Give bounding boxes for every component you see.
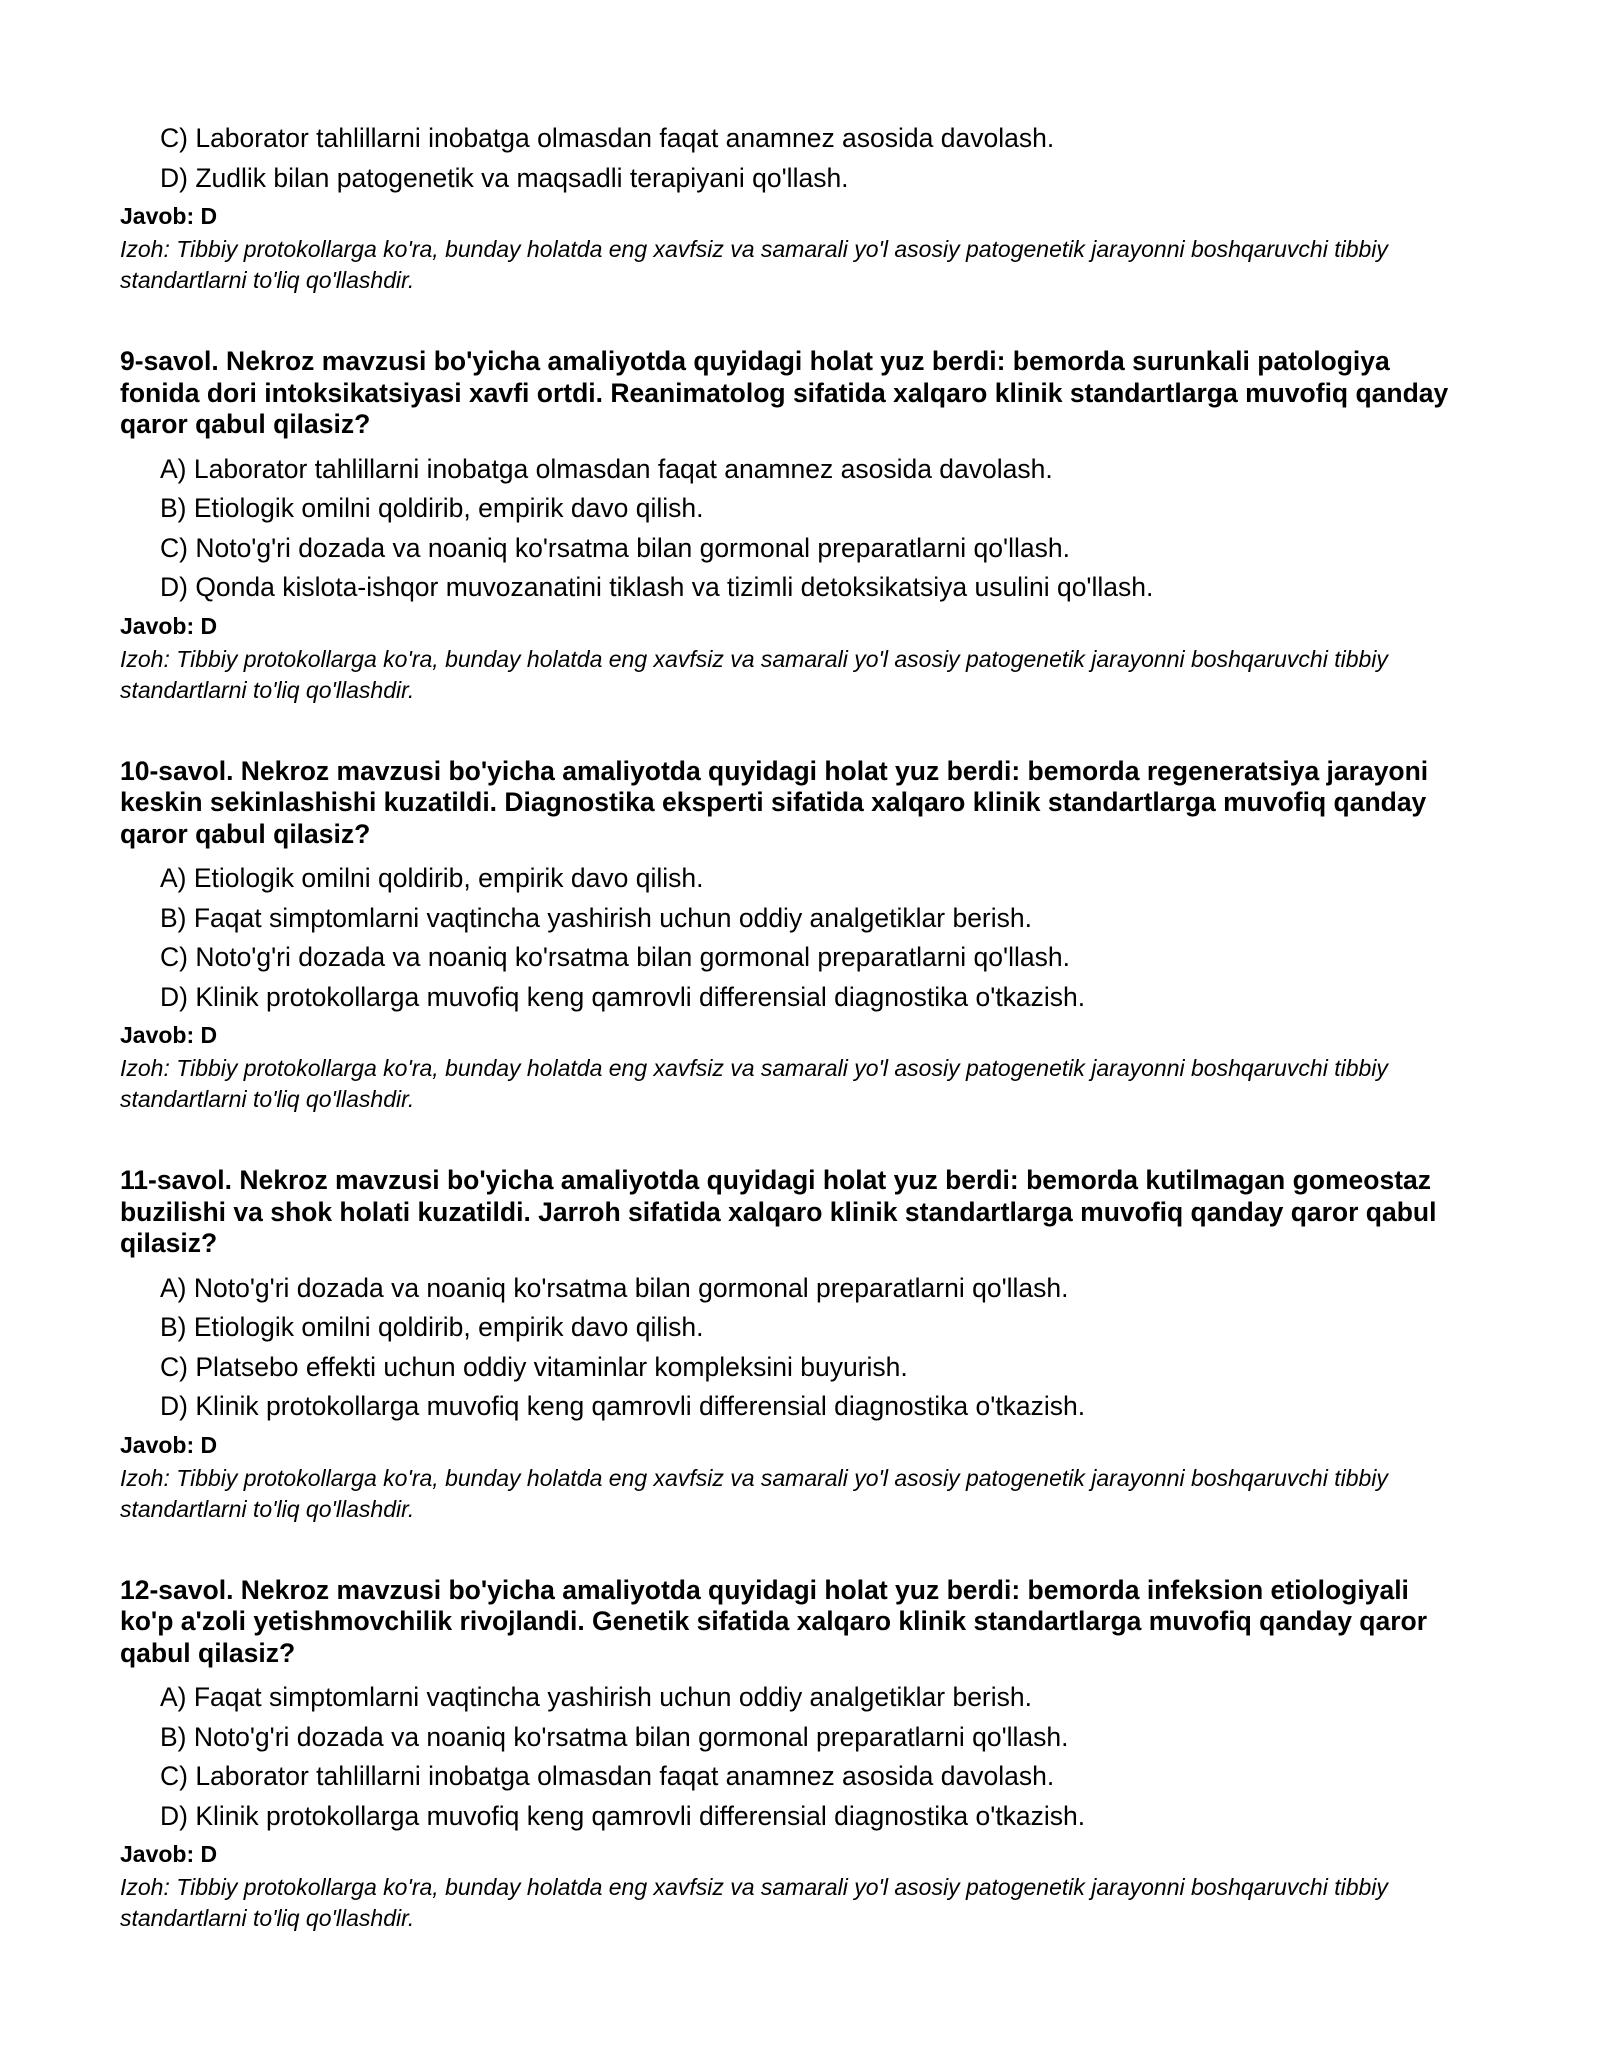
question-9	[120, 346, 1450, 706]
option-b: B) Etiologik omilni qoldirib, empirik davo qilish.	[160, 493, 704, 523]
option-a: A) Noto'g'ri dozada va noaniq ko'rsatma bilan gormonal preparatlarni qo'llash.	[160, 1272, 1069, 1303]
option-c: C) Laborator tahlillarni inobatga olmasdan faqat anamnez asosida davolash.	[160, 1761, 1055, 1791]
option-d: D) Klinik protokollarga muvofiq keng qamrovli differensial diagnostika o'tkazish.	[160, 1391, 1086, 1421]
explanation-note: Izoh: Tibbiy protokollarga ko'ra, bunday holatda eng xavfsiz va samarali yo'l asosiy patogenetik jarayonni boshqaruvchi tibbiy standartlarni to'liq qo'llashdir.	[120, 236, 1388, 293]
option-d: D) Klinik protokollarga muvofiq keng qamrovli differensial diagnostika o'tkazish.	[160, 1800, 1086, 1831]
option-a: A) Etiologik omilni qoldirib, empirik davo qilish.	[160, 863, 704, 893]
question-10	[120, 756, 1450, 1116]
option-b: B) Faqat simptomlarni vaqtincha yashirish uchun oddiy analgetiklar berish.	[160, 902, 1032, 933]
option-d: D) Qonda kislota-ishqor muvozanatini tiklash va tizimli detoksikatsiya usulini qo'llash.	[160, 572, 1154, 602]
option-a: A) Faqat simptomlarni vaqtincha yashirish uchun oddiy analgetiklar berish.	[160, 1682, 1032, 1712]
answer-label: Javob: D	[120, 1431, 218, 1458]
question-title: 12-savol. Nekroz mavzusi bo'yicha amaliyotda quyidagi holat yuz berdi: bemorda infeksion etiologiyali ko'p a'zoli yetishmovchilik rivojlandi. Genetik sifatida xalqaro klinik standartlarga muvofiq qanday qaror qabul qilasiz?	[120, 1574, 1428, 1668]
option-a: A) Laborator tahlillarni inobatga olmasdan faqat anamnez asosida davolash.	[160, 453, 1053, 484]
question-title: 11-savol. Nekroz mavzusi bo'yicha amaliyotda quyidagi holat yuz berdi: bemorda kutilmagan gomeostaz buzilishi va shok holati kuzatildi. Jarroh sifatida xalqaro klinik standartlarga muvofiq qanday qaror qabul qilasiz?	[120, 1165, 1437, 1258]
option-b: B) Etiologik omilni qoldirib, empirik davo qilish.	[160, 1312, 704, 1342]
option-d: D) Zudlik bilan patogenetik va maqsadli terapiyani qo'llash.	[160, 162, 849, 193]
question-title: 10-savol. Nekroz mavzusi bo'yicha amaliyotda quyidagi holat yuz berdi: bemorda regeneratsiya jarayoni keskin sekinlashishi kuzatildi. Diagnostika eksperti sifatida xalqaro klinik standartlarga muvofiq qanday qaror qabul qilasiz?	[120, 755, 1429, 849]
option-c: C) Noto'g'ri dozada va noaniq ko'rsatma bilan gormonal preparatlarni qo'llash.	[160, 942, 1070, 972]
question-8-continued	[120, 119, 1450, 296]
explanation-note: Izoh: Tibbiy protokollarga ko'ra, bunday holatda eng xavfsiz va samarali yo'l asosiy patogenetik jarayonni boshqaruvchi tibbiy standartlarni to'liq qo'llashdir.	[120, 1874, 1388, 1931]
answer-label: Javob: D	[120, 203, 218, 229]
question-12	[120, 1575, 1450, 1935]
option-d: D) Klinik protokollarga muvofiq keng qamrovli differensial diagnostika o'tkazish.	[160, 981, 1086, 1012]
option-c: C) Platsebo effekti uchun oddiy vitaminlar kompleksini buyurish.	[160, 1351, 908, 1382]
option-c: C) Laborator tahlillarni inobatga olmasdan faqat anamnez asosida davolash.	[160, 123, 1055, 153]
answer-label: Javob: D	[120, 612, 218, 639]
option-b: B) Noto'g'ri dozada va noaniq ko'rsatma bilan gormonal preparatlarni qo'llash.	[160, 1721, 1069, 1752]
question-11	[120, 1165, 1450, 1525]
question-title: 9-savol. Nekroz mavzusi bo'yicha amaliyotda quyidagi holat yuz berdi: bemorda surunkali patologiya fonida dori intoksikatsiyasi xavfi ortdi. Reanimatolog sifatida xalqaro klinik standartlarga muvofiq qanday qaror qabul qilasiz?	[120, 346, 1449, 439]
explanation-note: Izoh: Tibbiy protokollarga ko'ra, bunday holatda eng xavfsiz va samarali yo'l asosiy patogenetik jarayonni boshqaruvchi tibbiy standartlarni to'liq qo'llashdir.	[120, 1464, 1388, 1522]
answer-label: Javob: D	[120, 1022, 218, 1048]
answer-label: Javob: D	[120, 1841, 218, 1867]
option-c: C) Noto'g'ri dozada va noaniq ko'rsatma bilan gormonal preparatlarni qo'llash.	[160, 532, 1070, 563]
explanation-note: Izoh: Tibbiy protokollarga ko'ra, bunday holatda eng xavfsiz va samarali yo'l asosiy patogenetik jarayonni boshqaruvchi tibbiy standartlarni to'liq qo'llashdir.	[120, 645, 1388, 703]
explanation-note: Izoh: Tibbiy protokollarga ko'ra, bunday holatda eng xavfsiz va samarali yo'l asosiy patogenetik jarayonni boshqaruvchi tibbiy standartlarni to'liq qo'llashdir.	[120, 1055, 1388, 1112]
document-page	[120, 119, 1450, 1934]
